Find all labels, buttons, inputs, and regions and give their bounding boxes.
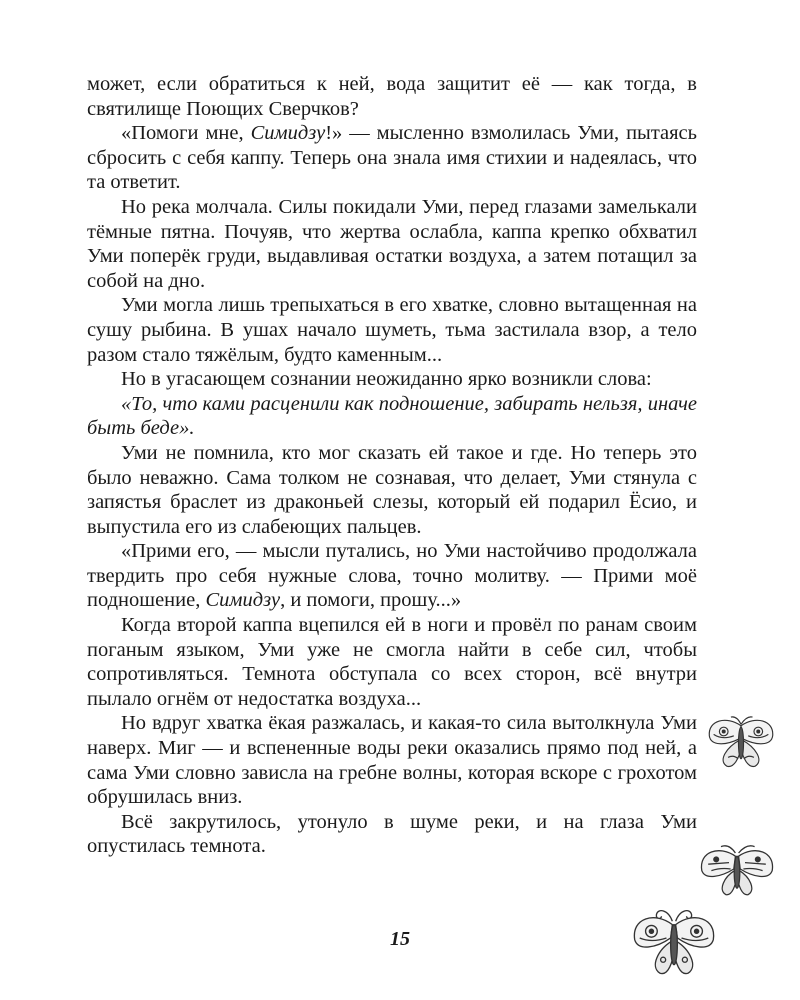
paragraph-1 bbox=[87, 72, 697, 121]
paragraph-7-text: Уми не помнила, кто мог сказать ей такое и где. Но теперь это было неважно. Сама толком не сознавая, что делает, Уми стянула с запястья браслет из драконьей слезы, который ей подарил Ёсио, и выпустила его из слабеющих пальцев. bbox=[87, 441, 697, 538]
paragraph-4-text: Уми могла лишь трепыхаться в его хватке, словно вытащенная на сушу рыбина. В ушах начало шуметь, тьма застилала взор, а тело разом стало тяжёлым, будто каменным... bbox=[87, 294, 697, 366]
paragraph-3-text: Но река молчала. Силы покидали Уми, перед глазами замелькали тёмные пятна. Почуяв, что жертва ослабла, каппа крепко обхватил Уми поперёк груди, выдавливая остатки воздуха, а затем потащил за собой на дно. bbox=[87, 195, 697, 292]
paragraph-8-text-a: «Прими его, — мысли путались, но Уми настойчиво продолжала твердить про себя нужные слова, точно молитву. — Прими моё подношение, bbox=[87, 540, 697, 612]
paragraph-8 bbox=[87, 539, 697, 613]
paragraph-2 bbox=[87, 121, 697, 195]
page-number: 15 bbox=[390, 928, 410, 950]
paragraph-2-text-a: «Помоги мне, bbox=[121, 122, 251, 145]
paragraph-3 bbox=[87, 195, 697, 293]
paragraph-10 bbox=[87, 711, 697, 809]
paragraph-1-text: может, если обратиться к ней, вода защитит её — как тогда, в святилище Поющих Сверчков? bbox=[87, 73, 697, 120]
paragraph-9 bbox=[87, 613, 697, 711]
paragraph-8-italic-name: Симидзу bbox=[205, 589, 281, 612]
paragraph-7 bbox=[87, 441, 697, 539]
moth-illustration-middle-icon bbox=[697, 840, 777, 898]
paragraph-9-text: Когда второй каппа вцепился ей в ноги и провёл по ранам своим поганым языком, Уми уже не смогла найти в себе сил, чтобы сопротивляться. Темнота обступала со всех сторон, всё внутри пылало огнём от недостатка воздуха... bbox=[87, 614, 697, 710]
paragraph-10-text: Но вдруг хватка ёкая разжалась, и какая-то сила вытолкнула Уми наверх. Миг — и вспененные воды реки оказались прямо под ней, а сама Уми словно зависла на гребне волны, которая вскоре с грохотом обрушилась вниз. bbox=[87, 712, 697, 809]
paragraph-5-text: Но в угасающем сознании неожиданно ярко возникли слова: bbox=[121, 368, 652, 391]
paragraph-2-text-b: !» — мысленно взмолилась Уми, пытаясь сбросить с себя каппу. Теперь она знала имя стихии и надеялась, что та ответит. bbox=[87, 122, 697, 194]
moth-illustration-right-icon bbox=[705, 712, 777, 774]
paragraph-11-text: Всё закрутилось, утонуло в шуме реки, и на глаза Уми опустилась темнота. bbox=[87, 810, 697, 858]
text-block bbox=[87, 72, 697, 859]
paragraph-11 bbox=[87, 810, 697, 859]
paragraph-6-quote bbox=[87, 392, 697, 441]
paragraph-6-italic-text: «То, что ками расценили как подношение, забирать нельзя, иначе быть беде». bbox=[87, 392, 697, 440]
moth-illustration-bottom-icon bbox=[628, 904, 720, 982]
paragraph-4 bbox=[87, 293, 697, 367]
paragraph-2-italic-name: Симидзу bbox=[250, 122, 326, 145]
paragraph-5 bbox=[87, 367, 697, 392]
paragraph-8-text-b: , и помоги, прошу...» bbox=[280, 589, 462, 612]
